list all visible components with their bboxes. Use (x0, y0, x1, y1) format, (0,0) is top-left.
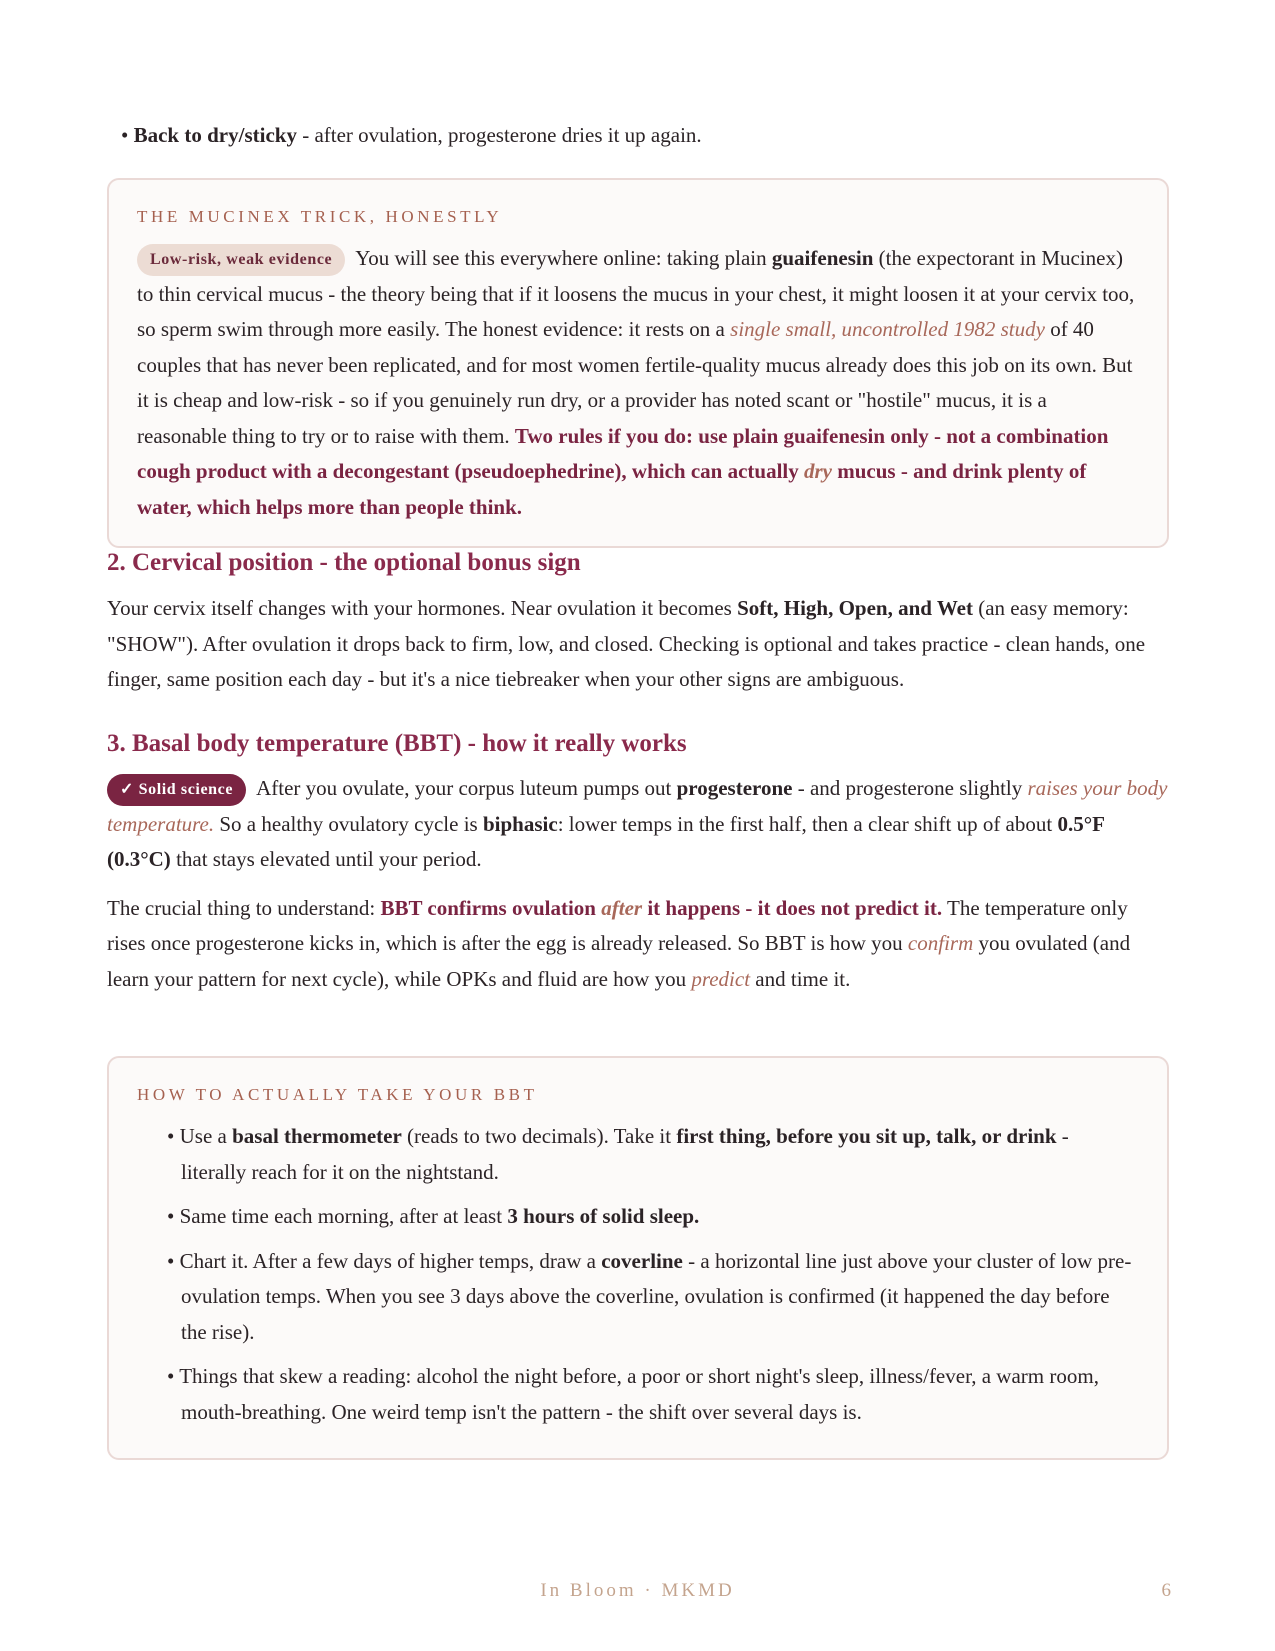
text-run: Same time each morning, after at least (179, 1204, 508, 1228)
emphasis-text: Two rules if you do: use plain guaifenesin only - not a combination cough product with a decongestant (pseudoephedrine), which can actually (137, 423, 1109, 483)
bold-run: guaifenesin (771, 246, 874, 270)
emphasis-italic: after (601, 895, 643, 920)
text-run: After you ovulate, your corpus luteum pumps out (256, 776, 677, 800)
list-item (153, 1359, 1139, 1430)
list-item (153, 1199, 1139, 1235)
emphasis-text: BBT confirms ovulation (380, 895, 602, 920)
emphasis-text: it happens - it does not predict it. (642, 895, 943, 920)
text-run: So a healthy ovulatory cycle is (214, 811, 483, 836)
section-3-paragraph-2 (107, 891, 1171, 998)
list-item (153, 1119, 1139, 1190)
callout-heading: HOW TO ACTUALLY TAKE YOUR BBT (137, 1085, 538, 1104)
bold-run: biphasic (482, 811, 558, 836)
bbt-callout-box (107, 1056, 1169, 1460)
mucinex-paragraph (137, 241, 1139, 525)
text-run: Chart it. After a few days of higher temps, draw a (179, 1248, 602, 1273)
bold-run: basal thermometer (232, 1124, 402, 1148)
solid-science-badge: ✓ Solid science (107, 774, 246, 806)
emphasis-italic: dry (804, 459, 832, 483)
section-2-paragraph (107, 591, 1171, 698)
text-run: and time it. (750, 966, 851, 991)
text-run: - and progesterone slightly (792, 776, 1028, 800)
bullet-text: - after ovulation, progesterone dries it up again. (296, 123, 702, 147)
page-number: 6 (1161, 1580, 1171, 1601)
text-run: Your cervix itself changes with your hormones. Near ovulation it becomes (107, 596, 738, 620)
text-run: Things that skew a reading: alcohol the night before, a poor or short night's sleep, illness/fever, a warm room, mouth-breathing. One weird temp isn't the pattern - the shift over several days is. (179, 1364, 1099, 1424)
bold-run: progesterone (676, 776, 793, 800)
bullet-marker: • (167, 1204, 175, 1228)
bullet-marker: • (167, 1124, 175, 1148)
text-run: (the expectorant in Mucinex) to thin cervical mucus - the theory being that if it loosens the mucus in your chest, it might loosen it at your cervix too, so sperm swim through more easily. The honest evidence: it rests on a (137, 246, 1135, 341)
callout-heading: THE MUCINEX TRICK, HONESTLY (137, 207, 503, 226)
text-run: - a horizontal line just above your cluster of low pre-ovulation temps. When you see 3 days above the coverline, ovulation is confirmed (it happened the day before the rise). (181, 1248, 1132, 1344)
text-run: (an easy memory: "SHOW"). After ovulation it drops back to firm, low, and closed. Checking is optional and takes practice - clean hands, one finger, same position each day - but it's a nice tiebreaker when your other signs are ambiguous. (107, 596, 1146, 691)
bold-run: coverline (601, 1248, 683, 1273)
text-run: - literally reach for it on the nightstand. (181, 1124, 1069, 1184)
bullet-marker: • (121, 123, 129, 147)
italic-accent-run: single small, uncontrolled 1982 study (730, 317, 1045, 341)
text-run: you ovulated (and learn your pattern for next cycle), while OPKs and fluid are how you (107, 931, 1131, 991)
text-run: The crucial thing to understand: (107, 895, 381, 920)
footer-title: In Bloom · MKMD (540, 1580, 735, 1601)
mucinex-callout-box (107, 178, 1169, 548)
bold-run: Soft, High, Open, and Wet (737, 596, 973, 620)
italic-accent-run: predict (691, 966, 751, 991)
section-3-body (107, 771, 1171, 997)
list-item (153, 1244, 1139, 1351)
text-run: Use a (179, 1124, 233, 1148)
italic-accent-run: confirm (907, 931, 974, 955)
bullet-marker: • (167, 1248, 175, 1273)
text-run: of 40 couples that has never been replicated, and for most women fertile-quality mucus already does this job on its own. But it is cheap and low-risk - so if you genuinely run dry, or a provider has noted scant or "hostile" mucus, it is a reasonable thing to try or to raise with them. (137, 317, 1133, 448)
bullet-back-to-dry (121, 118, 702, 154)
section-3-paragraph-1 (107, 771, 1171, 878)
italic-accent-run: raises your body temperature. (107, 776, 1168, 836)
bold-run: first thing, before you sit up, talk, or drink (676, 1124, 1057, 1148)
section-3-title: 3. Basal body temperature (BBT) - how it really works (107, 730, 687, 757)
bold-run: 0.5°F (0.3°C) (107, 811, 1105, 871)
evidence-badge: Low-risk, weak evidence (137, 244, 345, 276)
section-2-title: 2. Cervical position - the optional bonus sign (107, 549, 581, 576)
emphasis-text: mucus - and drink plenty of water, which helps more than people think. (137, 459, 1087, 519)
bold-run: 3 hours of solid sleep. (507, 1204, 700, 1228)
text-run: : lower temps in the first half, then a clear shift up of about (557, 811, 1058, 836)
text-run: that stays elevated until your period. (170, 847, 482, 871)
text-run: The temperature only rises once progesterone kicks in, which is after the egg is already released. So BBT is how you (107, 895, 1128, 955)
bullet-marker: • (167, 1364, 175, 1388)
text-run: (reads to two decimals). Take it (401, 1124, 677, 1148)
emphasis-run (381, 896, 943, 920)
text-run: You will see this everywhere online: taking plain (355, 246, 772, 270)
section-2-body (107, 591, 1171, 698)
bullet-bold: Back to dry/sticky (133, 123, 297, 147)
